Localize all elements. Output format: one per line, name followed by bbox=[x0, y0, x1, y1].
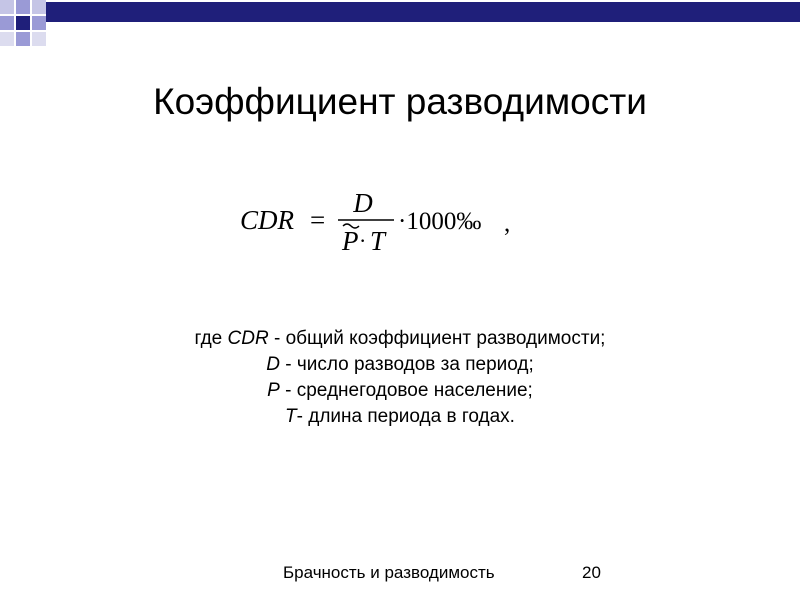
cdr-formula bbox=[238, 186, 522, 256]
symbol-cdr: CDR bbox=[227, 328, 269, 349]
symbol-p: P bbox=[267, 380, 280, 401]
definition-line-d: D - число разводов за период; bbox=[266, 354, 534, 375]
definition-line-p: P - среднегодовое население; bbox=[267, 380, 533, 401]
symbol-d: D bbox=[266, 354, 280, 375]
formula-comma: , bbox=[504, 210, 511, 237]
formula-denominator-dot: · bbox=[359, 228, 367, 253]
formula-numerator: D bbox=[353, 188, 373, 218]
definitions-block bbox=[0, 326, 800, 430]
formula-denominator-t: T bbox=[370, 226, 386, 256]
formula-equals: = bbox=[310, 205, 326, 235]
footer-label: Брачность и разводимость bbox=[283, 563, 495, 582]
slide-title: Коэффициент разводимости bbox=[153, 81, 647, 122]
formula-multiplier: ·1000‰ bbox=[398, 208, 482, 235]
decorative-header-strip bbox=[0, 0, 800, 52]
formula-lhs: CDR bbox=[240, 205, 294, 235]
page-number: 20 bbox=[582, 563, 601, 582]
symbol-t: T bbox=[285, 406, 297, 427]
formula-denominator-p: P bbox=[342, 226, 359, 256]
definition-line-t: T- длина периода в годах. bbox=[285, 406, 515, 427]
definition-line-cdr: где CDR - общий коэффициент разводимости; bbox=[194, 328, 606, 349]
